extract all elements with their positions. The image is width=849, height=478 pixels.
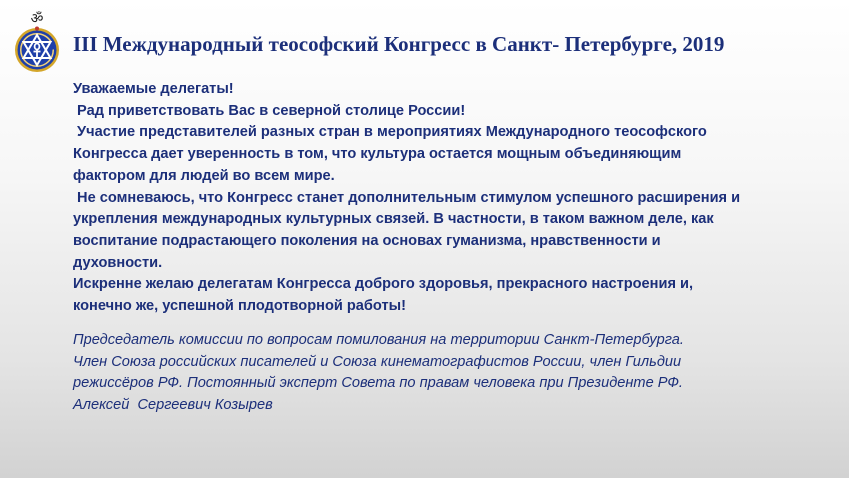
- message-line: Не сомневаюсь, что Конгресс станет дополнительным стимулом успешного расширения и: [73, 189, 741, 206]
- page-title: III Международный теософский Конгресс в Санкт- Петербурге, 2019: [73, 32, 725, 56]
- signature-line: Председатель комиссии по вопросам помилования на территории Санкт-Петербурга.: [73, 332, 684, 348]
- swastika-dot: [35, 27, 39, 31]
- message-line: Искренне желаю делегатам Конгресса доброго здоровья, прекрасного настроения и,: [73, 276, 694, 293]
- welcome-message: [73, 79, 838, 318]
- message-line: Конгресса дает уверенность в том, что культура остается мощным объединяющим: [73, 146, 682, 163]
- message-line: Рад приветствовать Вас в северной столице России!: [73, 102, 466, 119]
- signature-line: Член Союза российских писателей и Союза кинематографистов России, член Гильдии: [73, 353, 682, 370]
- message-line: духовности.: [73, 254, 163, 271]
- message-line: Уважаемые делегаты!: [73, 81, 234, 97]
- signature-name: Алексей Сергеевич Козырев: [73, 396, 273, 413]
- message-line: фактором для людей во всем мире.: [73, 167, 335, 184]
- message-line: укрепления международных культурных связей. В частности, в таком важном деле, как: [73, 211, 714, 228]
- om-symbol: ॐ: [30, 11, 44, 27]
- signature-line: режиссёров РФ. Постоянный эксперт Совета по правам человека при Президенте РФ.: [73, 375, 683, 391]
- message-line: конечно же, успешной плодотворной работы!: [73, 298, 406, 315]
- theosophical-seal-icon: [10, 8, 64, 74]
- message-line: Участие представителей разных стран в мероприятиях Международного теософского: [73, 124, 707, 141]
- author-signature: [73, 330, 838, 416]
- message-line: воспитание подрастающего поколения на основах гуманизма, нравственности и: [73, 232, 661, 249]
